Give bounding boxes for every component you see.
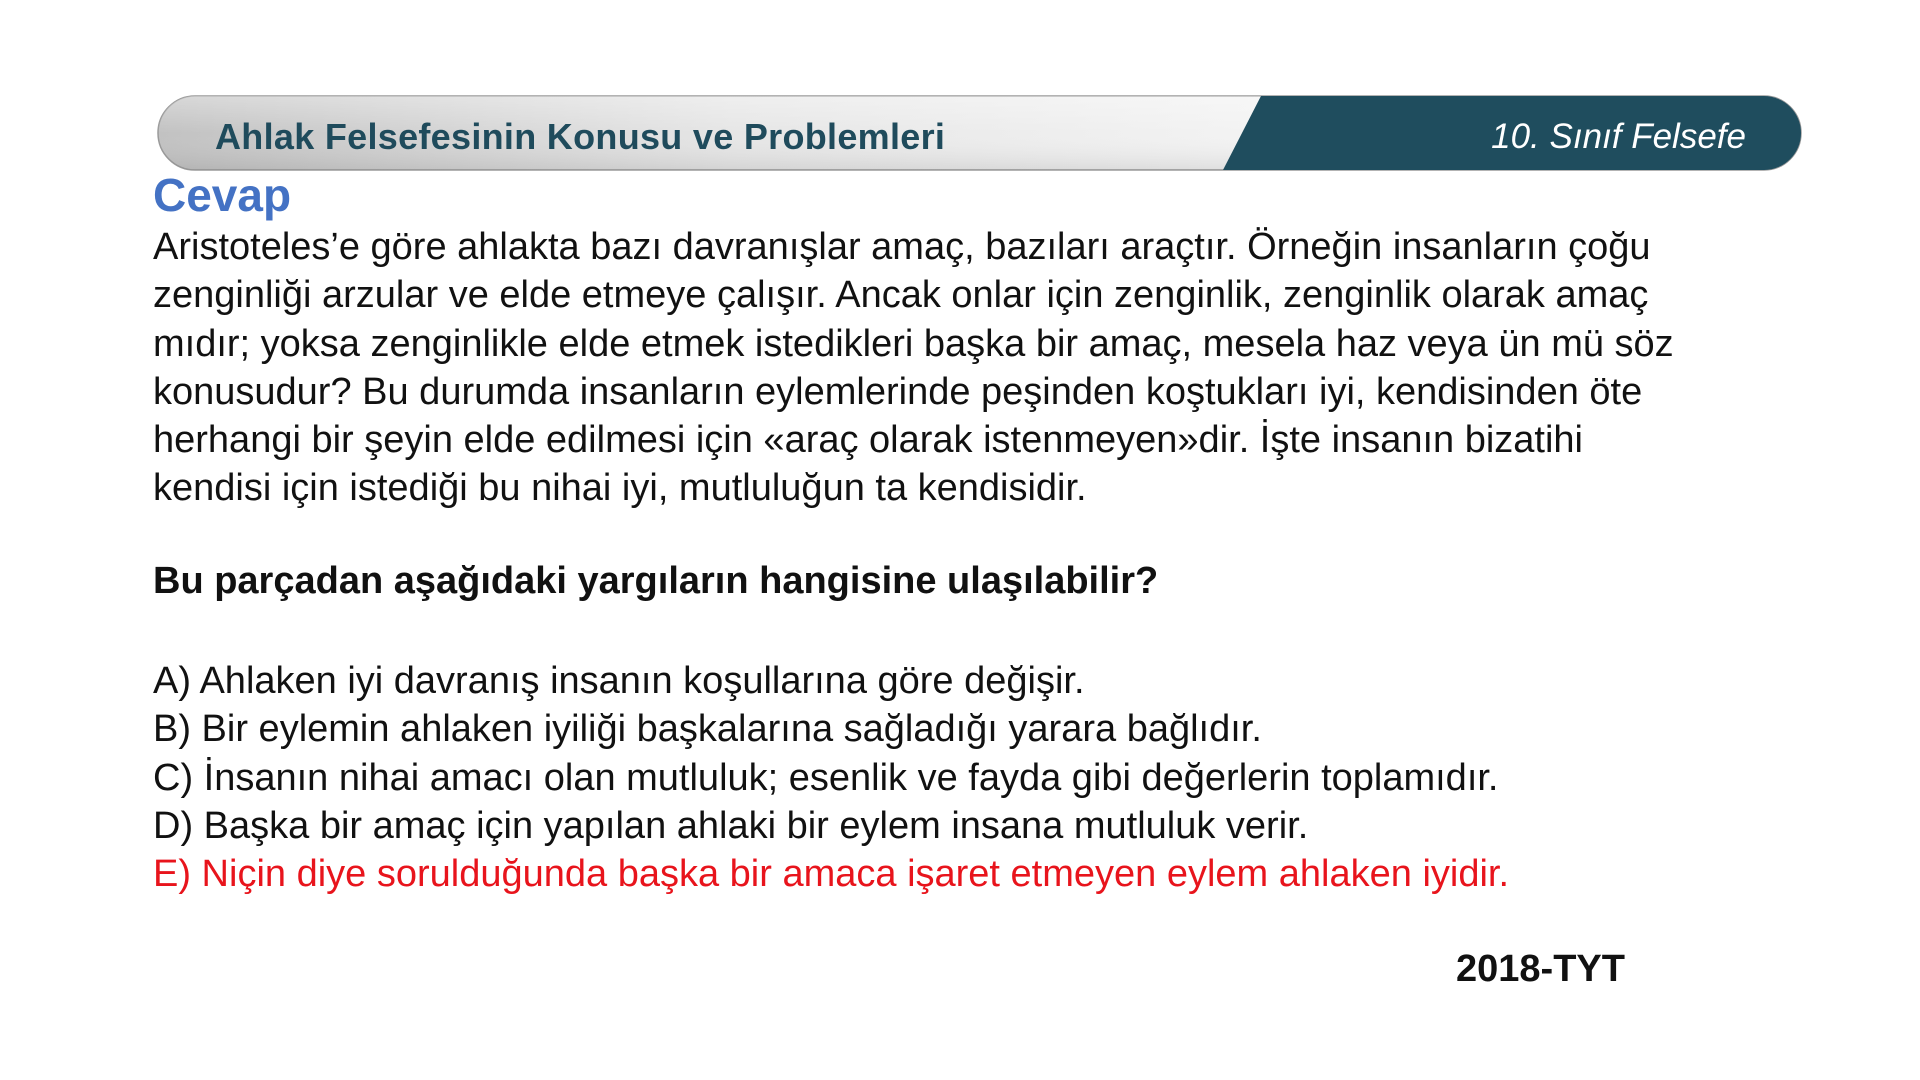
answer-options — [153, 657, 1509, 898]
header-title: Ahlak Felsefesinin Konusu ve Problemleri — [215, 116, 946, 157]
option-a: A) Ahlaken iyi davranış insanın koşullarına göre değişir. — [153, 660, 1085, 702]
passage-line: mıdır; yoksa zenginlikle elde etmek istedikleri başka bir amaç, mesela haz veya ün mü söz — [153, 322, 1674, 365]
passage-line: kendisi için istediği bu nihai iyi, mutluluğun ta kendisidir. — [153, 467, 1087, 510]
passage-line: zenginliği arzular ve elde etmeye çalışır. Ancak onlar için zenginlik, zenginlik olarak amaç — [153, 274, 1649, 317]
passage-line: konusudur? Bu durumda insanların eylemlerinde peşinden koştukları iyi, kendisinden öte — [153, 370, 1643, 413]
header-subject: 10. Sınıf Felsefe — [1491, 117, 1746, 156]
option-b: B) Bir eylemin ahlaken iyiliği başkalarına sağladığı yarara bağlıdır. — [153, 708, 1262, 751]
option-d: D) Başka bir amaç için yapılan ahlaki bir eylem insana mutluluk verir. — [153, 804, 1309, 847]
passage-line: Aristoteles’e göre ahlakta bazı davranışlar amaç, bazıları araçtır. Örneğin insanların çoğu — [153, 226, 1651, 268]
answer-heading: Cevap — [153, 169, 292, 221]
question-text: Bu parçadan aşağıdaki yargıların hangisine ulaşılabilir? — [153, 560, 1159, 602]
option-c: C) İnsanın nihai amacı olan mutluluk; esenlik ve fayda gibi değerlerin toplamıdır. — [153, 756, 1499, 799]
source-label: 2018-TYT — [1456, 948, 1625, 990]
passage-line: herhangi bir şeyin elde edilmesi için «araç olarak istenmeyen»dir. İşte insanın bizatihi — [153, 419, 1583, 462]
option-e: E) Niçin diye sorulduğunda başka bir amaca işaret etmeyen eylem ahlaken iyidir. — [153, 853, 1510, 896]
passage — [153, 223, 1793, 513]
